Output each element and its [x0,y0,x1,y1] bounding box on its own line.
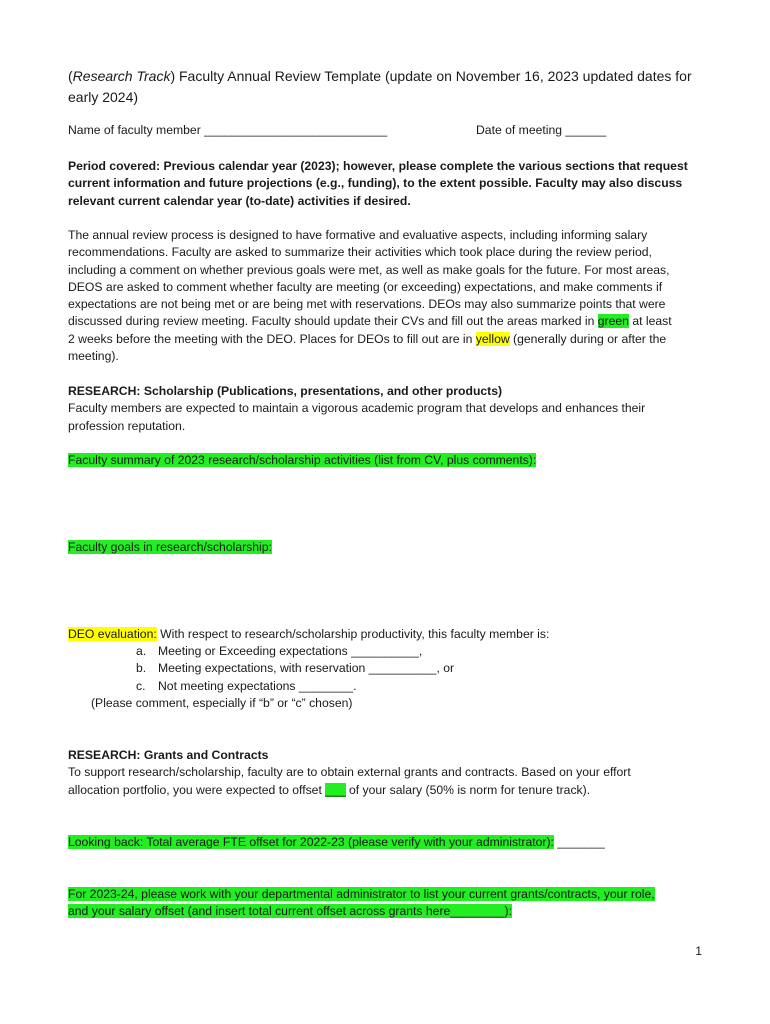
grants-heading: RESEARCH: Grants and Contracts [68,748,269,762]
evaluation-option-c[interactable]: c. Not meeting expectations ________. [136,678,357,693]
grants-section: RESEARCH: Grants and Contracts To support research/scholarship, faculty are to obtain external grants and contracts. Based on your effort allocation portfolio, you were expected to offset ___ of your salary (50% is norm for tenure track). [68,748,631,797]
meeting-date-field[interactable]: Date of meeting ______ [476,123,607,137]
evaluation-option-a[interactable]: a. Meeting or Exceeding expectations __________, [136,644,423,658]
evaluation-options [136,643,454,695]
scholarship-section: RESEARCH: Scholarship (Publications, presentations, and other products) Faculty members are expected to maintain a vigorous academic program that develops and enhances their profession reputation. [68,384,646,433]
deo-evaluation: DEO evaluation: With respect to research/scholarship productivity, this faculty member is: [68,627,550,641]
scholarship-heading: RESEARCH: Scholarship (Publications, presentations, and other products) [68,384,503,398]
title-line2: early 2024) [68,89,139,105]
comment-note: (Please comment, especially if “b” or “c” chosen) [91,696,353,710]
deo-evaluation-label[interactable]: DEO evaluation: [68,627,157,641]
title-italic: Research Track [72,68,171,84]
evaluation-option-b[interactable]: b. Meeting expectations, with reservation __________, or [136,661,455,676]
grants-plan-prompt[interactable]: For 2023-24, please work with your departmental administrator to list your current grants/contracts, your role, and your salary offset (and insert total current offset across grants here________): [68,887,655,919]
page-title: (Research Track) Faculty Annual Review Template (update on November 16, 2023 updated dates for early 2024) [68,68,692,105]
scholarship-summary-prompt[interactable]: Faculty summary of 2023 research/scholarship activities (list from CV, plus comments): [68,453,537,467]
intro-paragraph: The annual review process is designed to have formative and evaluative aspects, including informing salary recommendations. Faculty are asked to summarize their activities which took place during the review period, including a comment on whether previous goals were met, as well as make goals for the future. For most areas, DEOS are asked to comment whether faculty are meeting (or exceeding) expectations, and make comments if expectations are not being met or are being met with reservations. DEOs may also summarize points that were discussed during review meeting. Faculty should update their CVs and fill out the areas marked in green at least 2 weeks before the meeting with the DEO. Places for DEOs to fill out are in yellow (generally during or after the meeting). [68,228,672,364]
yellow-highlight-word: yellow [475,331,510,346]
scholarship-goals-prompt[interactable]: Faculty goals in research/scholarship: [68,540,272,554]
green-highlight-word: green [597,314,629,329]
period-covered: Period covered: Previous calendar year (2023); however, please complete the various sections that request current information and future projections (e.g., funding), to the extent possible. Faculty may also discuss relevant current calendar year (to-date) activities if desired. [68,159,688,208]
salary-offset-blank[interactable]: ___ [325,782,346,797]
looking-back-prompt[interactable]: Looking back: Total average FTE offset for 2022-23 (please verify with your administrator): _______ [68,835,605,849]
page-number: 1 [695,944,702,958]
faculty-name-field[interactable]: Name of faculty member ___________________________ [68,123,388,137]
